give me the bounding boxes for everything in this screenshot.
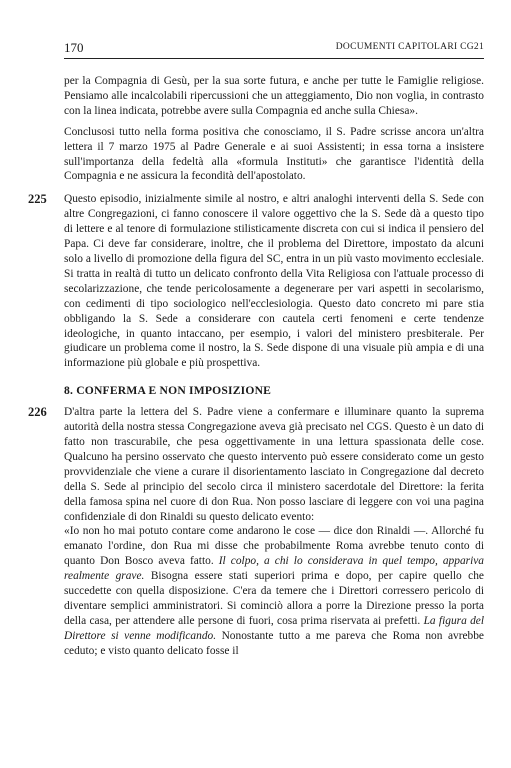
paragraph-number: 226 [28, 405, 47, 420]
quote-italic-text: La figura del Direttore si venne modificando. [64, 614, 484, 642]
page-header [64, 40, 484, 59]
paragraph-text: Questo episodio, inizialmente simile al nostro, e altri analoghi interventi della S. Sede con altre Congregazioni, ci fanno conoscere il valore oggettivo che la S. Sede dà a questo tipo di lettere e al tenore di formulazione stilisticamente discreta con cui si indica il pensiero del Papa. Ci deve far considerare, inoltre, che il problema del Direttore, impostato da alcuni solo a livello di promozione della figura del SC, entra in un più vasto movimento ecclesiale. Si tratta in realtà di tutto un delicato confronto della Vita Religiosa con l'attuale processo di secolarizzazione, che tende pericolosamente a degenerare per vari aspetti in secolarismo, con cedimenti di tipo sociologico nell'ecclesiologia. Questo dato concreto mi pare stia obbligando la S. Sede a considerare con cautela certi fenomeni e certe tendenze ideologiche, in quanto intaccano, per esempio, i valori del ministero presbiterale. Per giudicare un problema come il nostro, la S. Sede dispone di una visuale più ampia e di una informazione più globale e più prospettiva. [64, 193, 484, 370]
quote-text: «Io non ho mai potuto contare come andarono le cose — dice don Rinaldi —. Allorché fu emanato l'ordine, don Rua mi disse che probabilmente Roma avrebbe tenuto conto di quanto Don Bosco aveva fatto. [64, 525, 484, 568]
section-heading: 8. CONFERMA E NON IMPOSIZIONE [64, 384, 272, 398]
page-number: 170 [64, 40, 84, 55]
page-body [28, 74, 484, 659]
quotation-paragraph [64, 524, 484, 658]
paragraph-number: 225 [28, 192, 47, 207]
numbered-paragraph-225 [28, 192, 484, 371]
quote-text: Nonostante tutto a me pareva che Roma non avrebbe ceduto; e visto quanto delicato fosse il [64, 629, 484, 657]
paragraph-text: D'altra parte la lettera del S. Padre viene a confermare e illuminare quanto la suprema autorità della nostra stessa Congregazione aveva già precisato nel CGS. Questo è un dato di fatto non trascurabile, che pesa oggettivamente in una lettura spassionata delle cose. Qualcuno ha persino osservato che questo intervento può essere considerato come un gesto provvidenziale che viene a curare il disorientamento lasciato in Congregazione dal decreto della S. Sede al principio del secolo circa il ministero sacerdotale del Direttore: la ferita della famosa spina nel cuore di don Rua. Non posso lasciare di leggere con voi una pagina confidenziale di don Rinaldi su questo delicato evento: [64, 406, 484, 523]
running-title: DOCUMENTI CAPITOLARI CG21 [335, 42, 484, 52]
paragraph-continued: per la Compagnia di Gesù, per la sua sorte futura, e anche per tutte le Famiglie religiose. Pensiamo alle incalcolabili ripercussioni che un atteggiamento, Dio non voglia, in contrasto con la linea indicata, potrebbe avere sulla Compagnia ed anche sulla Chiesa». [64, 75, 484, 117]
numbered-paragraph-226 [28, 405, 484, 524]
quote-italic-text: Il colpo, a chi lo considerava in quel tempo, appariva realmente grave. [64, 555, 484, 583]
paragraph-conclusion: Conclusosi tutto nella forma positiva che conosciamo, il S. Padre scrisse ancora un'altra lettera il 7 marzo 1975 al Padre Generale e ai suoi Assistenti; in essa torna a insistere sull'importanza della fedeltà alla «formula Instituti» che garantisce l'identità della Compagnia e ne assicura la fecondità dell'apostolato. [64, 125, 484, 183]
quote-text: Bisogna essere stati superiori prima e dopo, per capire quello che succedette con quella disposizione. C'era da temere che i Direttori corressero pericolo di diventare semplici amministratori. Si cominciò allora a porre la Direzione presso la porta della casa, per attendere alle persone di fuori, cosa prima riservata ai prefetti. [64, 570, 484, 627]
